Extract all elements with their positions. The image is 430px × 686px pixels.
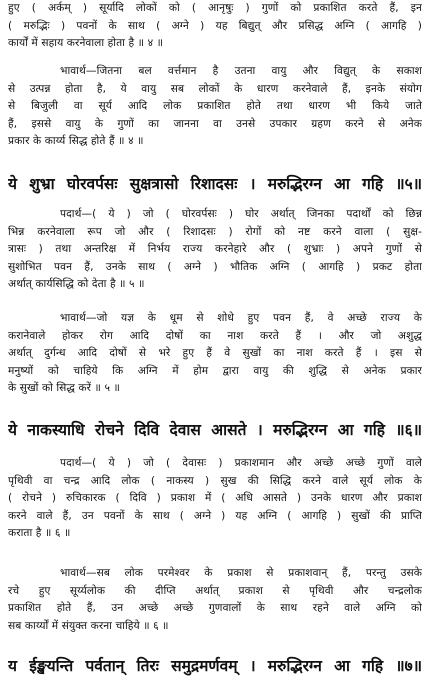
text-line: भावार्थ—जो यज्ञ के धूम से शोधे हुए पवन हैं, वे अच्छे राज्य के [60, 312, 422, 324]
padarth-paragraph-5 [8, 206, 422, 294]
text-line: अर्थात् दुर्गन्ध आदि दोषों से भरे हुए हैं वे सुखों का नाश करते हैं । इस से [8, 347, 422, 360]
text-line: भावार्थ—सब लोक परमेश्वर के प्रकाश से प्रकाशवान् हैं, परन्तु उसके [60, 567, 422, 579]
text-line: रचे हुए सूर्य्यलोक की दीप्ति अर्थात् प्रकाश से पृथिवी और चन्द्रलोक [8, 584, 422, 597]
text-line: से उत्पन्न होता है, ये वायु सब लोकों के धारण करनेवाले हैं, इनके संयोग [8, 82, 422, 95]
text-line: से बिजुली वा सूर्य आदि लोक प्रकाशित होते तथा धारण भी किये जाते [8, 100, 422, 113]
bhavarth-paragraph-4 [8, 63, 422, 151]
bhavarth-paragraph-6 [8, 565, 422, 635]
text-line: पदार्थ—( ये ) जो ( घोरवर्पसः ) घोर अर्थात् जिनका पदार्थों को छिन्न [60, 208, 422, 220]
text-line: ( मरुद्भिः ) पवनों के साथ ( अग्ने ) यह बिद्युत् और प्रसिद्ध अग्नि ( आगहि ) [8, 19, 422, 32]
mantra-verse-7: य ईङ्खयन्ति पर्वतान् तिरः समुद्रमर्णवम् । मरुद्भिरग्न आ गहि ॥७॥ [8, 657, 422, 675]
text-line: पदार्थ—( ये ) जो ( देवासः ) प्रकाशमान और अच्छे अच्छे गुणों वाले [60, 457, 422, 469]
text-line: मनुष्यों को चाहिये कि अग्नि में होम द्वारा वायु की शुद्धि से अनेक प्रकार [8, 364, 422, 377]
text-line: करने वाले हैं, उन पवनों के साथ ( अग्ने ) यह अग्नि ( आगहि ) सुखों की प्राप्ति [8, 509, 422, 522]
text-line: भिन्न करनेवाला रूप जो और ( रिशादसः ) रोगों को नष्ट करने वाला ( सुक्ष- [8, 225, 422, 238]
continued-padarth-paragraph [8, 0, 422, 53]
text-line: के सुखों को सिद्ध करें ॥ ५ ॥ [8, 382, 120, 395]
text-line: कराता है ॥ ६ ॥ [8, 527, 71, 540]
text-line: हुए ( अर्कम् ) सूर्यादि लोकों को ( आनृषुः ) गुणों को प्रकाशित करते हैं, इन [8, 2, 422, 14]
text-line: हैं, इससे वायु के गुणों का जानना वा उनसे उपकार ग्रहण करने से अनेक [8, 117, 422, 130]
mantra-verse-5: ये शुभ्रा घोरवर्पसः सुक्षत्रासो रिशादसः । मरुद्भिरग्न आ गहि ॥५॥ [8, 175, 422, 193]
text-line: भावार्थ—जितना बल वर्त्तमान है उतना वायु और विद्युत् के सकाश [60, 65, 422, 77]
text-line: ( रोचने ) रुचिकारक ( दिवि ) प्रकाश में ( अधि आसते ) उनके धारण और प्रकाश [8, 492, 422, 505]
text-line: प्रकार के कार्य्य सिद्ध होते हैं ॥ ४ ॥ [8, 135, 144, 148]
text-line: कार्यों में सहाय करनेवाला होता है ॥ ४ ॥ [8, 37, 164, 50]
text-line: सब कार्य्यों में संयुक्त करना चाहिये ॥ ६ ॥ [8, 619, 169, 632]
padarth-paragraph-6 [8, 455, 422, 543]
text-line: करानेवाले होकर रोग आदि दोषों का नाश करते हैं । और जो अशुद्ध [8, 329, 422, 342]
text-line: त्रासः ) तथा अन्तरिक्ष में निर्भय राज्य करनेहारे और ( शुभ्राः ) अपने गुणों से [8, 243, 422, 256]
text-line: सुशोभित पवन हैं, उनके साथ ( अग्ने ) भौतिक अग्नि ( आगहि ) प्रकट होता [8, 260, 422, 273]
text-line: पृथिवी वा चन्द्र आदि लोक ( नाकस्य ) सुख की सिद्धि करने वाले सूर्य लोक के [8, 474, 422, 487]
mantra-verse-6: ये नाकस्याधि रोचने दिवि देवास आसते । मरुद्भिरग्न आ गहि ॥६॥ [8, 421, 422, 439]
text-line: प्रकाशित होते हैं, उन अच्छे अच्छे गुणवालों के साथ रहने वाले अग्नि को [8, 602, 422, 615]
text-line: अर्थात् कार्यसिद्धि को देता है ॥ ५ ॥ [8, 278, 145, 291]
bhavarth-paragraph-5 [8, 310, 422, 398]
